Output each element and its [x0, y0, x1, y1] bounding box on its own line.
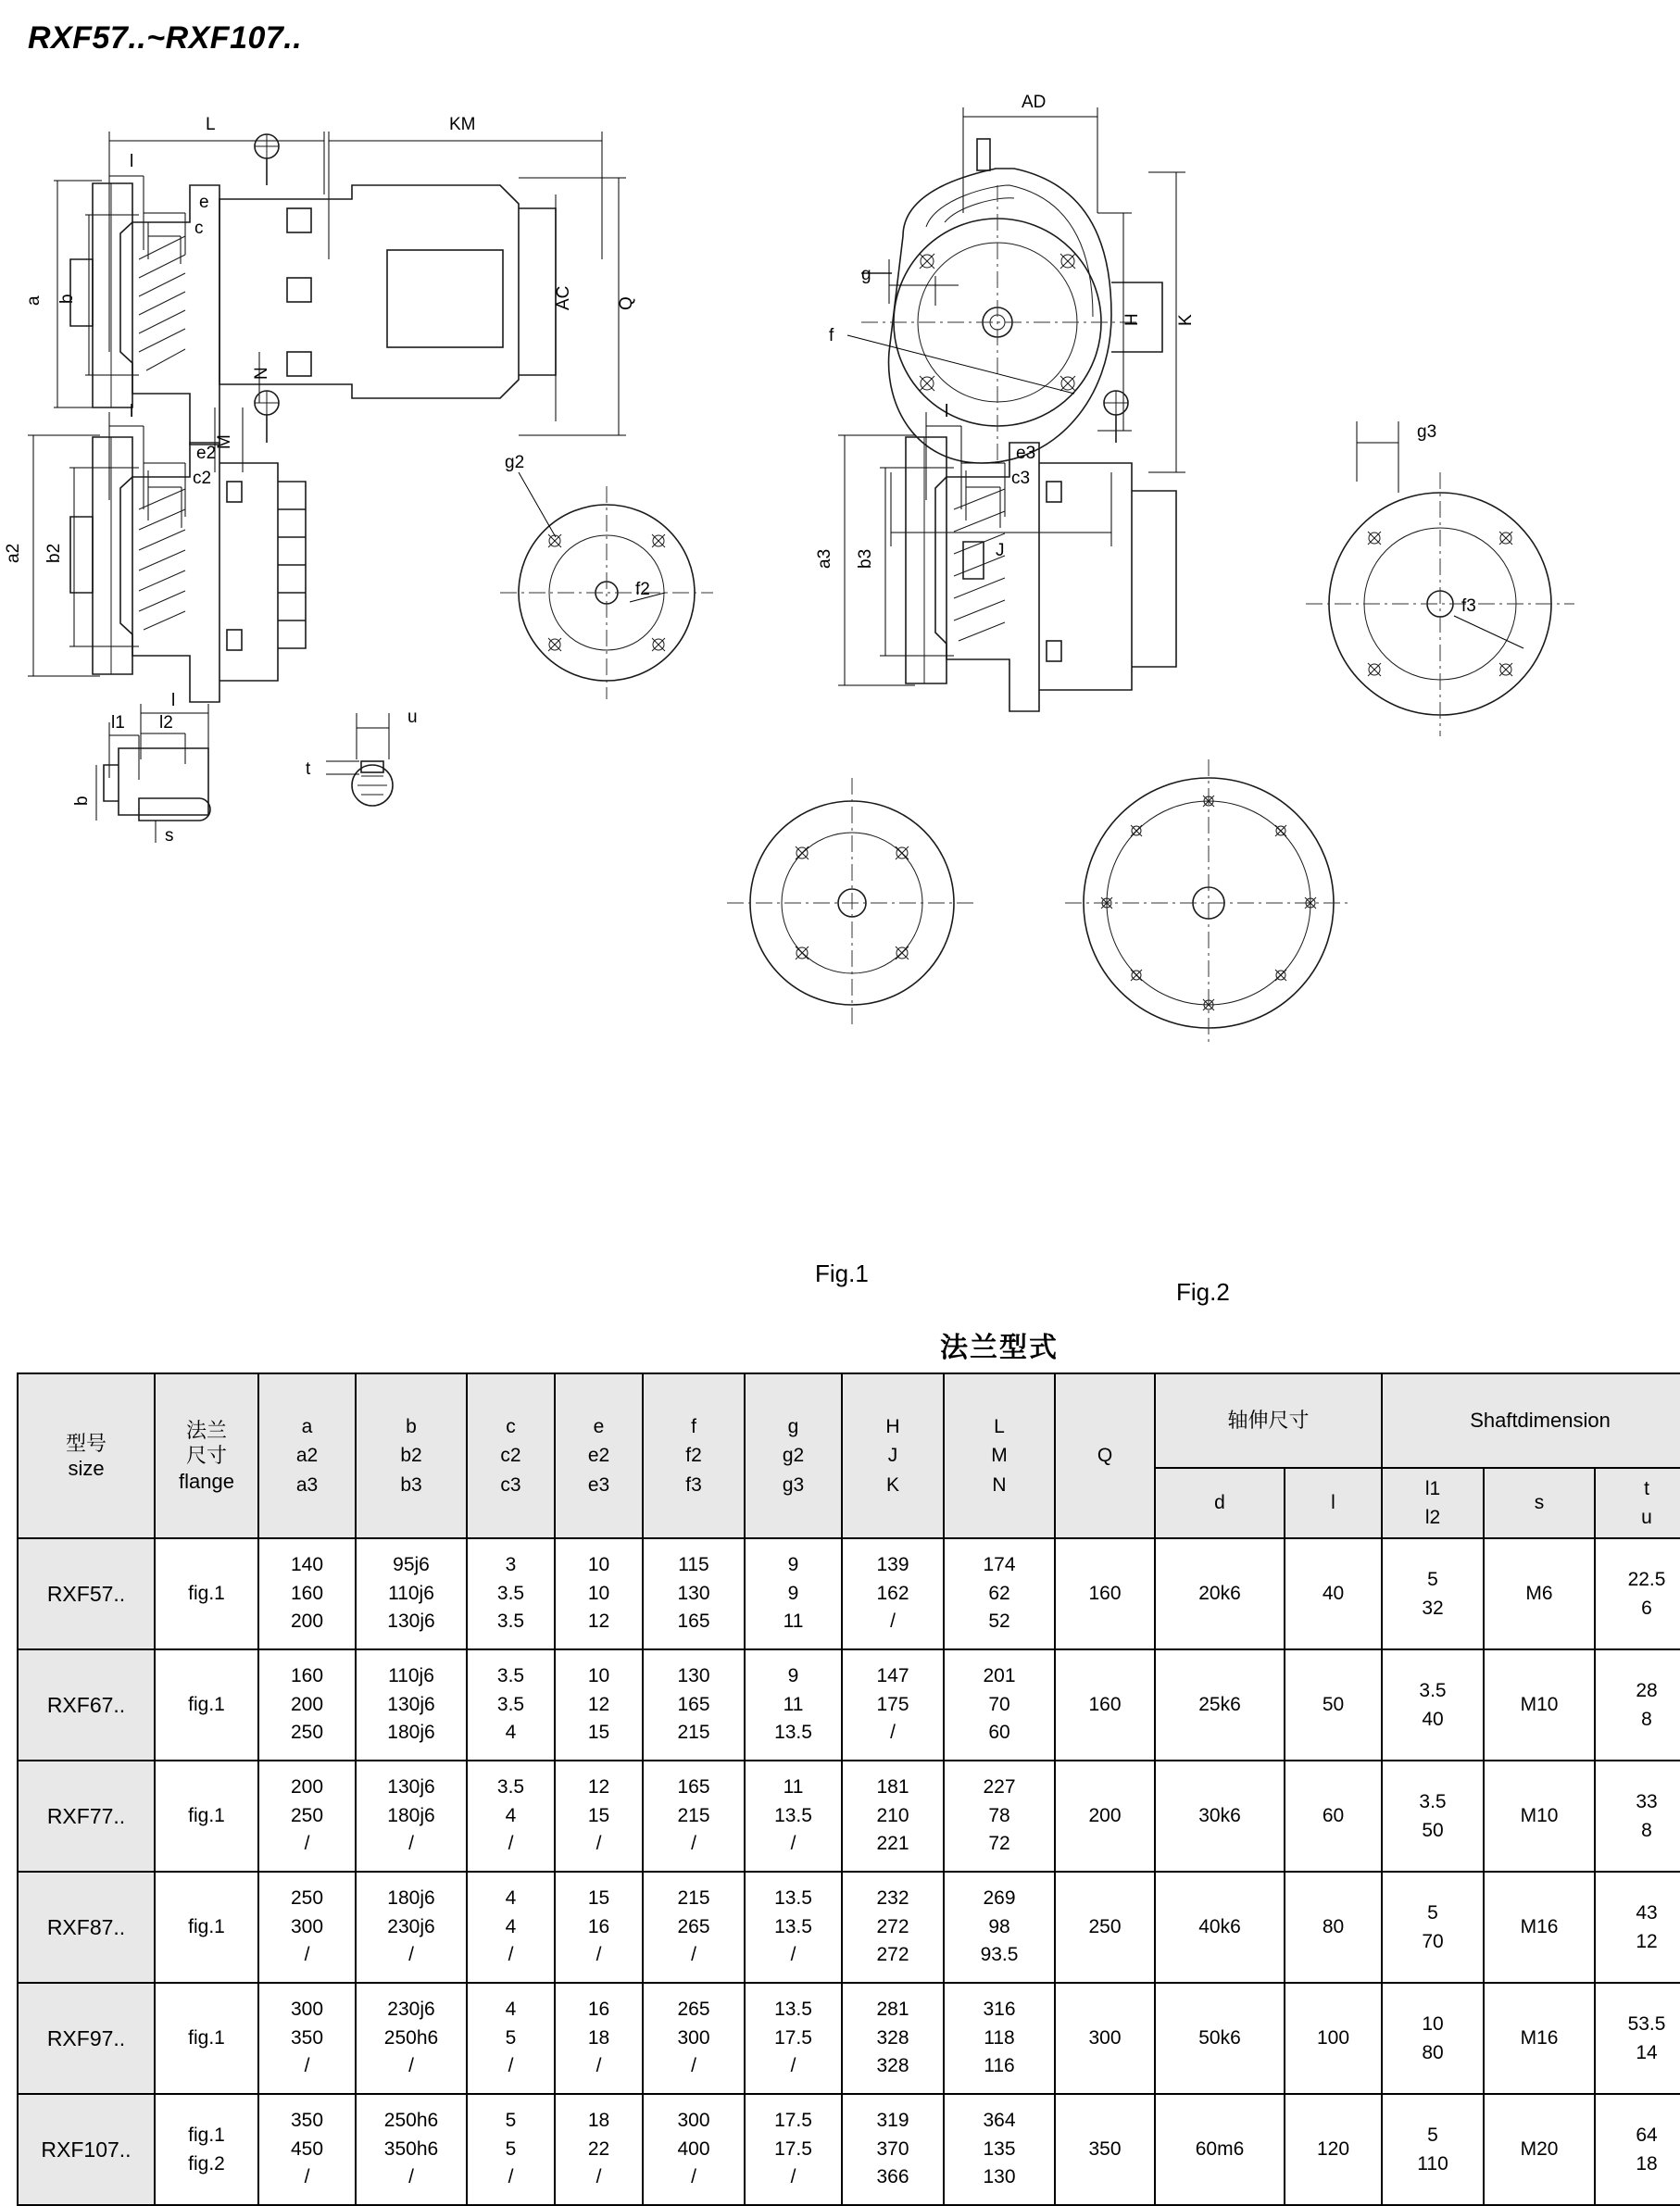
cell-b: 180j6 230j6 /: [356, 1872, 467, 1983]
header-shaft-l: l: [1285, 1468, 1382, 1538]
svg-text:l: l: [130, 402, 134, 421]
svg-text:f2: f2: [635, 580, 650, 599]
svg-text:l: l: [945, 402, 949, 421]
cell-f: 115 130 165: [643, 1538, 745, 1649]
svg-text:KM: KM: [449, 115, 476, 134]
cell-e: 10 10 12: [555, 1538, 643, 1649]
cell-tu: 22.5 6: [1595, 1538, 1680, 1649]
cell-f: 300 400 /: [643, 2094, 745, 2205]
cell-g: 13.5 13.5 /: [745, 1872, 842, 1983]
cell-d: 25k6: [1155, 1649, 1285, 1761]
view-flange-circle-f2: [500, 453, 713, 699]
cell-a: 350 450 /: [258, 2094, 356, 2205]
cell-s: M16: [1484, 1983, 1595, 2094]
header-s: s: [1484, 1468, 1595, 1538]
cell-hjk: 232 272 272: [842, 1872, 944, 1983]
fig2-label: Fig.2: [1176, 1278, 1230, 1306]
header-flange-cn: 法兰: [185, 1418, 227, 1442]
cell-c: 4 4 /: [467, 1872, 555, 1983]
cell-q: 200: [1055, 1761, 1155, 1872]
cell-flange: fig.1: [155, 1649, 258, 1761]
spec-table-body: [18, 1538, 1680, 2205]
header-c-2: c2: [500, 1445, 521, 1467]
cell-model: RXF67..: [18, 1649, 155, 1761]
header-b: [356, 1373, 467, 1538]
header-shaft-en-label: Shaftdimension: [1470, 1409, 1611, 1433]
svg-text:t: t: [306, 759, 311, 779]
cell-e: 10 12 15: [555, 1649, 643, 1761]
cell-e: 15 16 /: [555, 1872, 643, 1983]
cell-l1l2: 10 80: [1382, 1983, 1484, 2094]
view-flange-a2: [4, 391, 306, 702]
cell-q: 160: [1055, 1649, 1155, 1761]
cell-s: M6: [1484, 1538, 1595, 1649]
cell-s: M10: [1484, 1761, 1595, 1872]
header-l1: l1: [1424, 1477, 1441, 1499]
page-title: RXF57..~RXF107..: [28, 20, 303, 56]
cell-b: 95j6 110j6 130j6: [356, 1538, 467, 1649]
cell-flange: fig.1: [155, 1872, 258, 1983]
header-d: d: [1155, 1468, 1285, 1538]
view-side-elevation: [24, 115, 636, 472]
header-h: H: [885, 1415, 900, 1437]
technical-drawings: [0, 74, 1680, 1371]
svg-text:f: f: [829, 326, 834, 345]
cell-q: 250: [1055, 1872, 1155, 1983]
header-a-2: a2: [295, 1445, 319, 1467]
header-g-3: g3: [782, 1473, 805, 1496]
cell-model: RXF107..: [18, 2094, 155, 2205]
spec-table-wrap: [17, 1372, 1666, 2206]
svg-text:f3: f3: [1461, 596, 1476, 616]
cell-c: 5 5 /: [467, 2094, 555, 2205]
cell-e: 12 15 /: [555, 1761, 643, 1872]
cell-c: 3.5 3.5 4: [467, 1649, 555, 1761]
table-row: [18, 2094, 1680, 2205]
cell-g: 17.5 17.5 /: [745, 2094, 842, 2205]
cell-f: 265 300 /: [643, 1983, 745, 2094]
cell-b: 230j6 250h6 /: [356, 1983, 467, 2094]
cell-c: 3.5 4 /: [467, 1761, 555, 1872]
cell-l1l2: 3.5 50: [1382, 1761, 1484, 1872]
cell-hjk: 181 210 221: [842, 1761, 944, 1872]
cell-e: 18 22 /: [555, 2094, 643, 2205]
header-b-2: b2: [400, 1445, 422, 1467]
cell-s: M10: [1484, 1649, 1595, 1761]
svg-text:J: J: [996, 541, 1005, 560]
cell-l1l2: 5 110: [1382, 2094, 1484, 2205]
cell-l1l2: 3.5 40: [1382, 1649, 1484, 1761]
cell-g: 9 9 11: [745, 1538, 842, 1649]
cell-a: 140 160 200: [258, 1538, 356, 1649]
table-row: [18, 1983, 1680, 2094]
cell-model: RXF97..: [18, 1983, 155, 2094]
header-j: J: [887, 1445, 898, 1467]
cell-c: 4 5 /: [467, 1983, 555, 2094]
header-e-3: e3: [587, 1473, 610, 1496]
cell-shaft-l: 50: [1285, 1649, 1382, 1761]
view-fig2-circle: [1065, 759, 1352, 1047]
header-a-3: a3: [295, 1473, 319, 1496]
header-l1l2: [1382, 1468, 1484, 1538]
cell-lmn: 364 135 130: [944, 2094, 1055, 2205]
cell-flange-1: fig.1: [188, 1583, 225, 1605]
header-e: [555, 1373, 643, 1538]
svg-text:a: a: [24, 295, 44, 306]
cell-model: RXF87..: [18, 1872, 155, 1983]
header-g-2: g2: [782, 1445, 805, 1467]
cell-q: 160: [1055, 1538, 1155, 1649]
svg-text:l: l: [130, 152, 134, 171]
cell-tu: 64 18: [1595, 2094, 1680, 2205]
cell-f: 215 265 /: [643, 1872, 745, 1983]
cell-shaft-l: 40: [1285, 1538, 1382, 1649]
cell-b: 130j6 180j6 /: [356, 1761, 467, 1872]
cell-d: 40k6: [1155, 1872, 1285, 1983]
cell-b: 110j6 130j6 180j6: [356, 1649, 467, 1761]
header-e-2: e2: [587, 1445, 610, 1467]
cell-lmn: 174 62 52: [944, 1538, 1055, 1649]
cell-f: 165 215 /: [643, 1761, 745, 1872]
svg-text:l1: l1: [111, 713, 125, 733]
svg-text:e: e: [199, 193, 209, 212]
cell-model: RXF77..: [18, 1761, 155, 1872]
svg-text:g2: g2: [505, 453, 525, 472]
cell-lmn: 201 70 60: [944, 1649, 1055, 1761]
cell-s: M20: [1484, 2094, 1595, 2205]
header-u: u: [1641, 1507, 1652, 1529]
header-n: N: [992, 1473, 1007, 1496]
cell-d: 30k6: [1155, 1761, 1285, 1872]
header-f-1: f: [691, 1415, 696, 1437]
cell-q: 300: [1055, 1983, 1155, 2094]
table-row: [18, 1538, 1680, 1649]
cell-flange: fig.1: [155, 1761, 258, 1872]
header-g-1: g: [787, 1415, 799, 1437]
cell-flange: fig.1 fig.2: [155, 2094, 258, 2205]
svg-text:g: g: [861, 265, 871, 284]
header-b-1: b: [406, 1415, 417, 1437]
cell-shaft-l: 80: [1285, 1872, 1382, 1983]
spec-table: [17, 1372, 1680, 2206]
svg-text:e2: e2: [196, 444, 217, 463]
svg-text:b2: b2: [44, 543, 64, 563]
cell-shaft-l: 120: [1285, 2094, 1382, 2205]
svg-text:s: s: [165, 826, 174, 846]
cell-d: 60m6: [1155, 2094, 1285, 2205]
view-fig1-circle: [727, 778, 977, 1028]
header-flange-cn2: 尺寸: [185, 1444, 227, 1468]
header-q: Q: [1055, 1373, 1155, 1538]
cell-a: 250 300 /: [258, 1872, 356, 1983]
cell-tu: 33 8: [1595, 1761, 1680, 1872]
svg-text:c3: c3: [1011, 469, 1031, 488]
cell-lmn: 316 118 116: [944, 1983, 1055, 2094]
cell-g: 11 13.5 /: [745, 1761, 842, 1872]
header-shaft-cn: [1155, 1373, 1382, 1468]
svg-text:a2: a2: [4, 543, 23, 563]
header-model-en: size: [68, 1457, 105, 1480]
header-f-3: f3: [685, 1473, 702, 1496]
header-t: t: [1644, 1477, 1649, 1499]
header-f: [643, 1373, 745, 1538]
cell-e: 16 18 /: [555, 1983, 643, 2094]
cell-shaft-l: 100: [1285, 1983, 1382, 2094]
header-b-3: b3: [400, 1473, 422, 1496]
header-shaft-en: [1382, 1373, 1680, 1468]
cell-tu: 43 12: [1595, 1872, 1680, 1983]
cell-tu: 53.5 14: [1595, 1983, 1680, 2094]
svg-text:M: M: [215, 434, 234, 449]
header-g: [745, 1373, 842, 1538]
cell-l1l2: 5 32: [1382, 1538, 1484, 1649]
cell-s: M16: [1484, 1872, 1595, 1983]
svg-text:e3: e3: [1016, 444, 1036, 463]
cell-c: 3 3.5 3.5: [467, 1538, 555, 1649]
header-c-1: c: [506, 1415, 516, 1437]
header-lmn: [944, 1373, 1055, 1538]
svg-text:c: c: [194, 219, 204, 238]
header-e-1: e: [593, 1415, 605, 1437]
svg-text:c2: c2: [193, 469, 212, 488]
cell-hjk: 139 162 /: [842, 1538, 944, 1649]
cell-b: 250h6 350h6 /: [356, 2094, 467, 2205]
cell-flange: [155, 1538, 258, 1649]
header-l2: l2: [1424, 1507, 1441, 1529]
svg-text:g3: g3: [1417, 422, 1437, 442]
svg-text:Q: Q: [617, 296, 636, 310]
drawing-area: [0, 74, 1680, 1371]
header-c: [467, 1373, 555, 1538]
cell-model: RXF57..: [18, 1538, 155, 1649]
cell-hjk: 319 370 366: [842, 2094, 944, 2205]
svg-text:H: H: [1122, 313, 1142, 326]
svg-text:b: b: [57, 294, 77, 304]
cell-d: 50k6: [1155, 1983, 1285, 2094]
cell-tu: 28 8: [1595, 1649, 1680, 1761]
svg-text:K: K: [1176, 314, 1196, 326]
svg-text:L: L: [206, 115, 216, 134]
cell-flange: fig.1: [155, 1983, 258, 2094]
svg-text:b3: b3: [856, 548, 875, 569]
header-flange: [155, 1373, 258, 1538]
svg-text:AC: AC: [554, 285, 573, 310]
header-model-cn: 型号: [65, 1431, 107, 1455]
cell-lmn: 269 98 93.5: [944, 1872, 1055, 1983]
svg-text:u: u: [407, 708, 418, 727]
cell-f: 130 165 215: [643, 1649, 745, 1761]
header-f-2: f2: [685, 1445, 702, 1467]
header-a: [258, 1373, 356, 1538]
svg-text:AD: AD: [1022, 93, 1047, 112]
svg-text:l2: l2: [159, 713, 173, 733]
cell-g: 13.5 17.5 /: [745, 1983, 842, 2094]
cell-a: 300 350 /: [258, 1983, 356, 2094]
fig1-label: Fig.1: [815, 1260, 869, 1287]
svg-text:l: l: [171, 691, 176, 710]
cell-q: 350: [1055, 2094, 1155, 2205]
cell-l1l2: 5 70: [1382, 1872, 1484, 1983]
cell-a: 200 250 /: [258, 1761, 356, 1872]
view-shaft-key-detail: [72, 691, 418, 846]
svg-text:a3: a3: [815, 548, 834, 569]
cell-shaft-l: 60: [1285, 1761, 1382, 1872]
cell-hjk: 147 175 /: [842, 1649, 944, 1761]
header-model: [18, 1373, 155, 1538]
cell-a: 160 200 250: [258, 1649, 356, 1761]
header-flange-en: flange: [179, 1469, 234, 1493]
table-row: [18, 1872, 1680, 1983]
cell-lmn: 227 78 72: [944, 1761, 1055, 1872]
table-row: [18, 1761, 1680, 1872]
cell-hjk: 281 328 328: [842, 1983, 944, 2094]
svg-text:b: b: [72, 796, 92, 806]
header-hjk: [842, 1373, 944, 1538]
header-shaft-cn-label: 轴伸尺寸: [1227, 1409, 1310, 1433]
header-m: M: [991, 1445, 1008, 1467]
header-k: K: [885, 1473, 899, 1496]
header-tu: [1595, 1468, 1680, 1538]
view-flange-circle-f3: [1306, 421, 1574, 736]
table-row: [18, 1649, 1680, 1761]
cell-d: 20k6: [1155, 1538, 1285, 1649]
svg-text:N: N: [252, 367, 271, 380]
header-l: L: [994, 1415, 1005, 1437]
flange-type-caption: 法兰型式: [940, 1333, 1059, 1363]
cell-g: 9 11 13.5: [745, 1649, 842, 1761]
header-a-1: a: [301, 1415, 313, 1437]
header-c-3: c3: [500, 1473, 521, 1496]
